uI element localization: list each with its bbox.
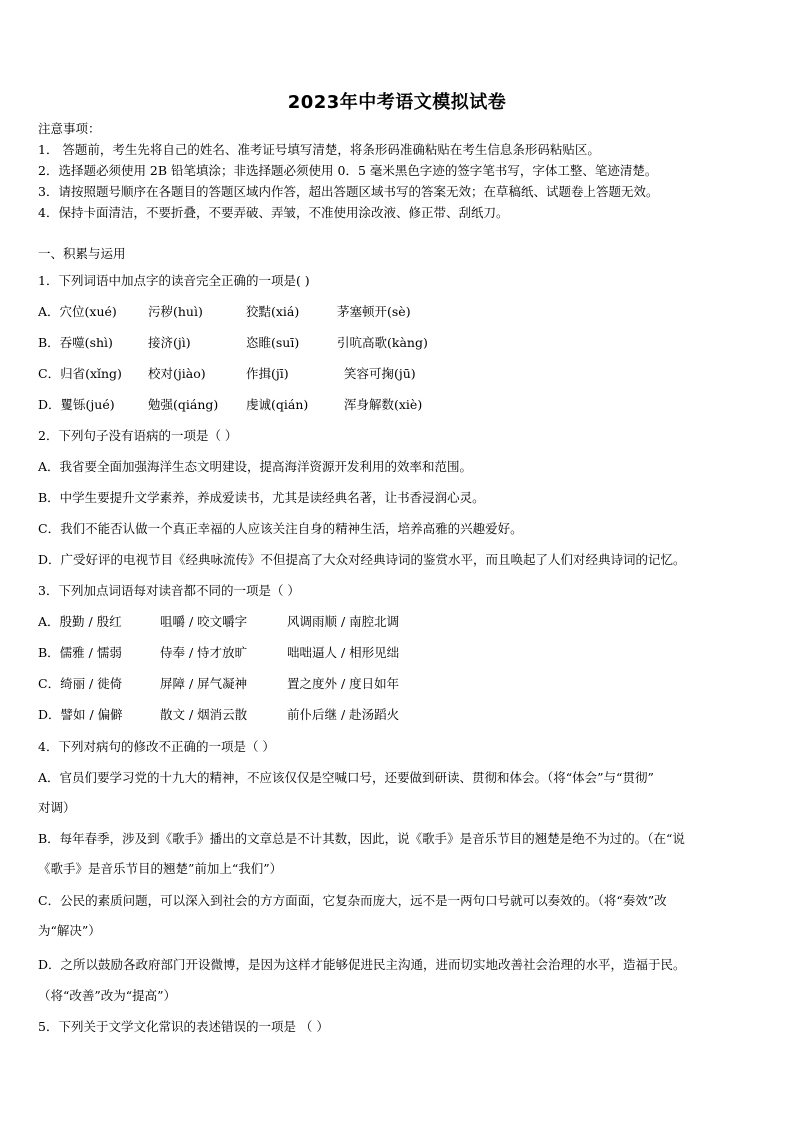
q4-line-8: （将“改善”改为“提高”） (38, 988, 177, 1003)
q4-line-6: 为“解决”） (38, 923, 101, 938)
notice-item-4: 4．保持卡面清洁，不要折叠，不要弄破、弄皱，不准使用涂改液、修正带、刮纸刀。 (38, 205, 509, 220)
q1-c-1: C．归省(xǐng) (38, 366, 122, 381)
q3-b-2: 侍奉 / 恃才放旷 (160, 645, 248, 660)
q1-stem: 1．下列词语中加点字的读音完全正确的一项是( ) (38, 273, 310, 288)
q4-line-7: D．之所以鼓励各政府部门开设微博，是因为这样才能够促进民主沟通，进而切实地改善社会治理的水平，造福于民。 (38, 957, 686, 972)
q1-c-4: 笑容可掬(jū) (344, 366, 416, 381)
q2-stem: 2．下列句子没有语病的一项是（ ） (38, 428, 238, 443)
q4-line-3: B．每年春季，涉及到《歌手》播出的文章总是不计其数，因此，说《歌手》是音乐节目的翘楚是绝不为过的。（在“说 (38, 831, 685, 846)
q3-a-2: 咀嚼 / 咬文嚼字 (160, 614, 248, 629)
q4-line-5: C．公民的素质问题，可以深入到社会的方方面面，它复杂而庞大，远不是一两句口号就可以奏效的。（将“奏效”改 (38, 893, 667, 908)
q5-stem: 5．下列关于文学文化常识的表述错误的一项是 （ ） (38, 1019, 329, 1034)
q3-c-2: 屏障 / 屏气凝神 (160, 676, 248, 691)
q1-b-1: B．吞噬(shì) (38, 335, 113, 350)
notice-heading: 注意事项： (38, 121, 101, 136)
q1-a-1: A．穴位(xué) (38, 304, 117, 319)
q3-c-3: 置之度外 / 度日如年 (287, 676, 400, 691)
q4-line-2: 对调） (38, 800, 76, 815)
q3-a-1: A．殷勤 / 殷红 (38, 614, 122, 629)
q1-a-4: 茅塞顿开(sè) (337, 304, 411, 319)
q3-a-3: 风调雨顺 / 南腔北调 (287, 614, 400, 629)
q3-b-3: 咄咄逼人 / 相形见绌 (287, 645, 400, 660)
section-heading: 一、积累与运用 (38, 246, 126, 261)
q1-d-1: D．矍铄(jué) (38, 397, 115, 412)
q1-b-4: 引吭高歌(kàng) (337, 335, 428, 350)
q3-d-1: D．譬如 / 偏僻 (38, 707, 123, 722)
q4-line-1: A．官员们要学习党的十九大的精神，不应该仅仅是空喊口号，还要做到研读、贯彻和体会。（将“体会”与“贯彻” (38, 770, 654, 785)
q2-option-a: A．我省要全面加强海洋生态文明建设，提高海洋资源开发利用的效率和范围。 (38, 459, 473, 474)
q4-stem: 4．下列对病句的修改不正确的一项是（ ） (38, 739, 275, 754)
q3-d-3: 前仆后继 / 赴汤蹈火 (287, 707, 400, 722)
q1-a-2: 污秽(huì) (148, 304, 203, 319)
q3-stem: 3．下列加点词语每对读音都不同的一项是（ ） (38, 583, 300, 598)
q3-c-1: C．绮丽 / 徙倚 (38, 676, 123, 691)
notice-item-1: 1． 答题前，考生先将自己的姓名、准考证号填写清楚，将条形码准确粘贴在考生信息条形码粘贴区。 (38, 142, 600, 157)
q1-d-2: 勉强(qiáng) (148, 397, 219, 412)
q1-c-3: 作揖(jī) (246, 366, 289, 381)
exam-title: 2023年中考语文模拟试卷 (287, 92, 507, 113)
q2-option-d: D．广受好评的电视节目《经典咏流传》不但提高了大众对经典诗词的鉴赏水平，而且唤起了人们对经典诗词的记忆。 (38, 552, 686, 567)
q1-d-4: 浑身解数(xiè) (344, 397, 423, 412)
q3-d-2: 散文 / 烟消云散 (160, 707, 248, 722)
q1-b-2: 接济(jì) (148, 335, 191, 350)
notice-item-3: 3．请按照题号顺序在各题目的答题区域内作答，超出答题区域书写的答案无效；在草稿纸、试题卷上答题无效。 (38, 184, 659, 199)
q2-option-b: B．中学生要提升文学素养，养成爱读书，尤其是读经典名著，让书香浸润心灵。 (38, 490, 485, 505)
q1-d-3: 虔诚(qián) (246, 397, 309, 412)
q4-line-4: 《歌手》是音乐节目的翘楚”前加上“我们”） (38, 861, 283, 876)
q3-b-1: B．儒雅 / 懦弱 (38, 645, 122, 660)
q1-a-3: 狡黠(xiá) (246, 304, 300, 319)
q1-b-3: 恣睢(suī) (246, 335, 300, 350)
notice-item-2: 2．选择题必须使用 2B 铅笔填涂；非选择题必须使用 0．5 毫米黑色字迹的签字笔书写，字体工整、笔迹清楚。 (38, 163, 658, 178)
q1-c-2: 校对(jiào) (148, 366, 206, 381)
q2-option-c: C．我们不能否认做一个真正幸福的人应该关注自身的精神生活，培养高雅的兴趣爱好。 (38, 521, 523, 536)
